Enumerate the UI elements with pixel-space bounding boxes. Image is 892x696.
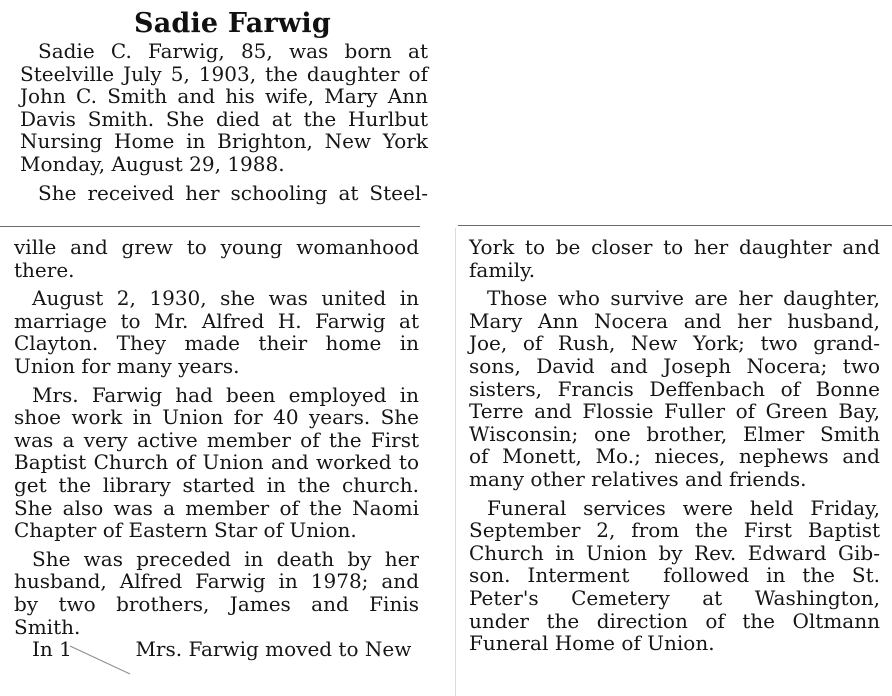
text-line: ville and grew to young womanhood	[14, 235, 419, 259]
paper-tear-mark	[60, 640, 140, 680]
text-line: shoe work in Union for 40 years. She	[14, 405, 419, 430]
text-line: Those who survive are her daughter,	[487, 286, 880, 311]
text-line: September 2, from the First Baptist	[469, 518, 880, 543]
text-line: sons, David and Joseph Nocera; two	[469, 353, 880, 378]
text-line: Wisconsin; one brother, Elmer Smith	[469, 421, 880, 446]
text-line: York to be closer to her daughter and	[469, 235, 880, 259]
text-line: She was preceded in death by her	[32, 546, 419, 571]
text-line: She received her schooling at Steel-	[38, 180, 428, 205]
column-break-rule	[0, 226, 420, 227]
column-break-rule	[458, 225, 892, 226]
text-line: Monday, August 29, 1988.	[20, 151, 285, 176]
text-line: Funeral Home of Union.	[469, 631, 715, 656]
text-line: Baptist Church of Union and worked to	[14, 450, 419, 475]
text-line: Union for many years.	[14, 353, 240, 378]
text-line: Sadie C. Farwig, 85, was born at	[38, 39, 428, 63]
text-line: August 2, 1930, she was united in	[32, 286, 419, 311]
text-line: husband, Alfred Farwig in 1978; and	[14, 569, 419, 594]
text-line: Mary Ann Nocera and her husband,	[469, 308, 880, 333]
text-line: by two brothers, James and Finis	[14, 591, 419, 616]
text-line: Steelville July 5, 1903, the daughter of	[20, 61, 428, 86]
text-line: Nursing Home in Brighton, New York	[20, 129, 428, 154]
text-line: Funeral services were held Friday,	[487, 495, 880, 520]
text-line: many other relatives and friends.	[469, 466, 807, 491]
right-column	[469, 236, 880, 655]
text-line: Terre and Flossie Fuller of Green Bay,	[469, 399, 880, 424]
text-line: Clayton. They made their home in	[14, 331, 419, 356]
text-line: Church in Union by Rev. Edward Gib-	[469, 540, 880, 565]
text-line: marriage to Mr. Alfred H. Farwig at	[14, 308, 419, 333]
text-line: son. Interment followed in the St.	[469, 563, 880, 588]
text-line: Mrs. Farwig had been employed in	[32, 382, 419, 407]
column-divider	[455, 228, 456, 696]
intro-paragraphs	[20, 40, 428, 204]
text-line: Smith.	[14, 614, 81, 639]
text-line: of Monett, Mo.; nieces, nephews and	[469, 444, 880, 469]
text-line: was a very active member of the First	[14, 427, 419, 452]
left-column	[14, 236, 419, 661]
text-line: Davis Smith. She died at the Hurlbut	[20, 106, 428, 131]
text-line: family.	[469, 257, 536, 282]
text-line: there.	[14, 257, 75, 282]
text-line: Peter's Cemetery at Washington,	[469, 585, 880, 610]
text-line: In 1 Mrs. Farwig moved to New	[32, 637, 412, 662]
text-line: She also was a member of the Naomi	[14, 495, 419, 520]
obituary-title: Sadie Farwig	[134, 8, 331, 39]
text-line: Chapter of Eastern Star of Union.	[14, 518, 357, 543]
text-line: under the direction of the Oltmann	[469, 608, 880, 633]
text-line: sisters, Francis Deffenbach of Bonne	[469, 376, 880, 401]
text-line: John C. Smith and his wife, Mary Ann	[20, 84, 428, 109]
text-line: Joe, of Rush, New York; two grand-	[469, 331, 880, 356]
text-line: get the library started in the church.	[14, 472, 419, 497]
